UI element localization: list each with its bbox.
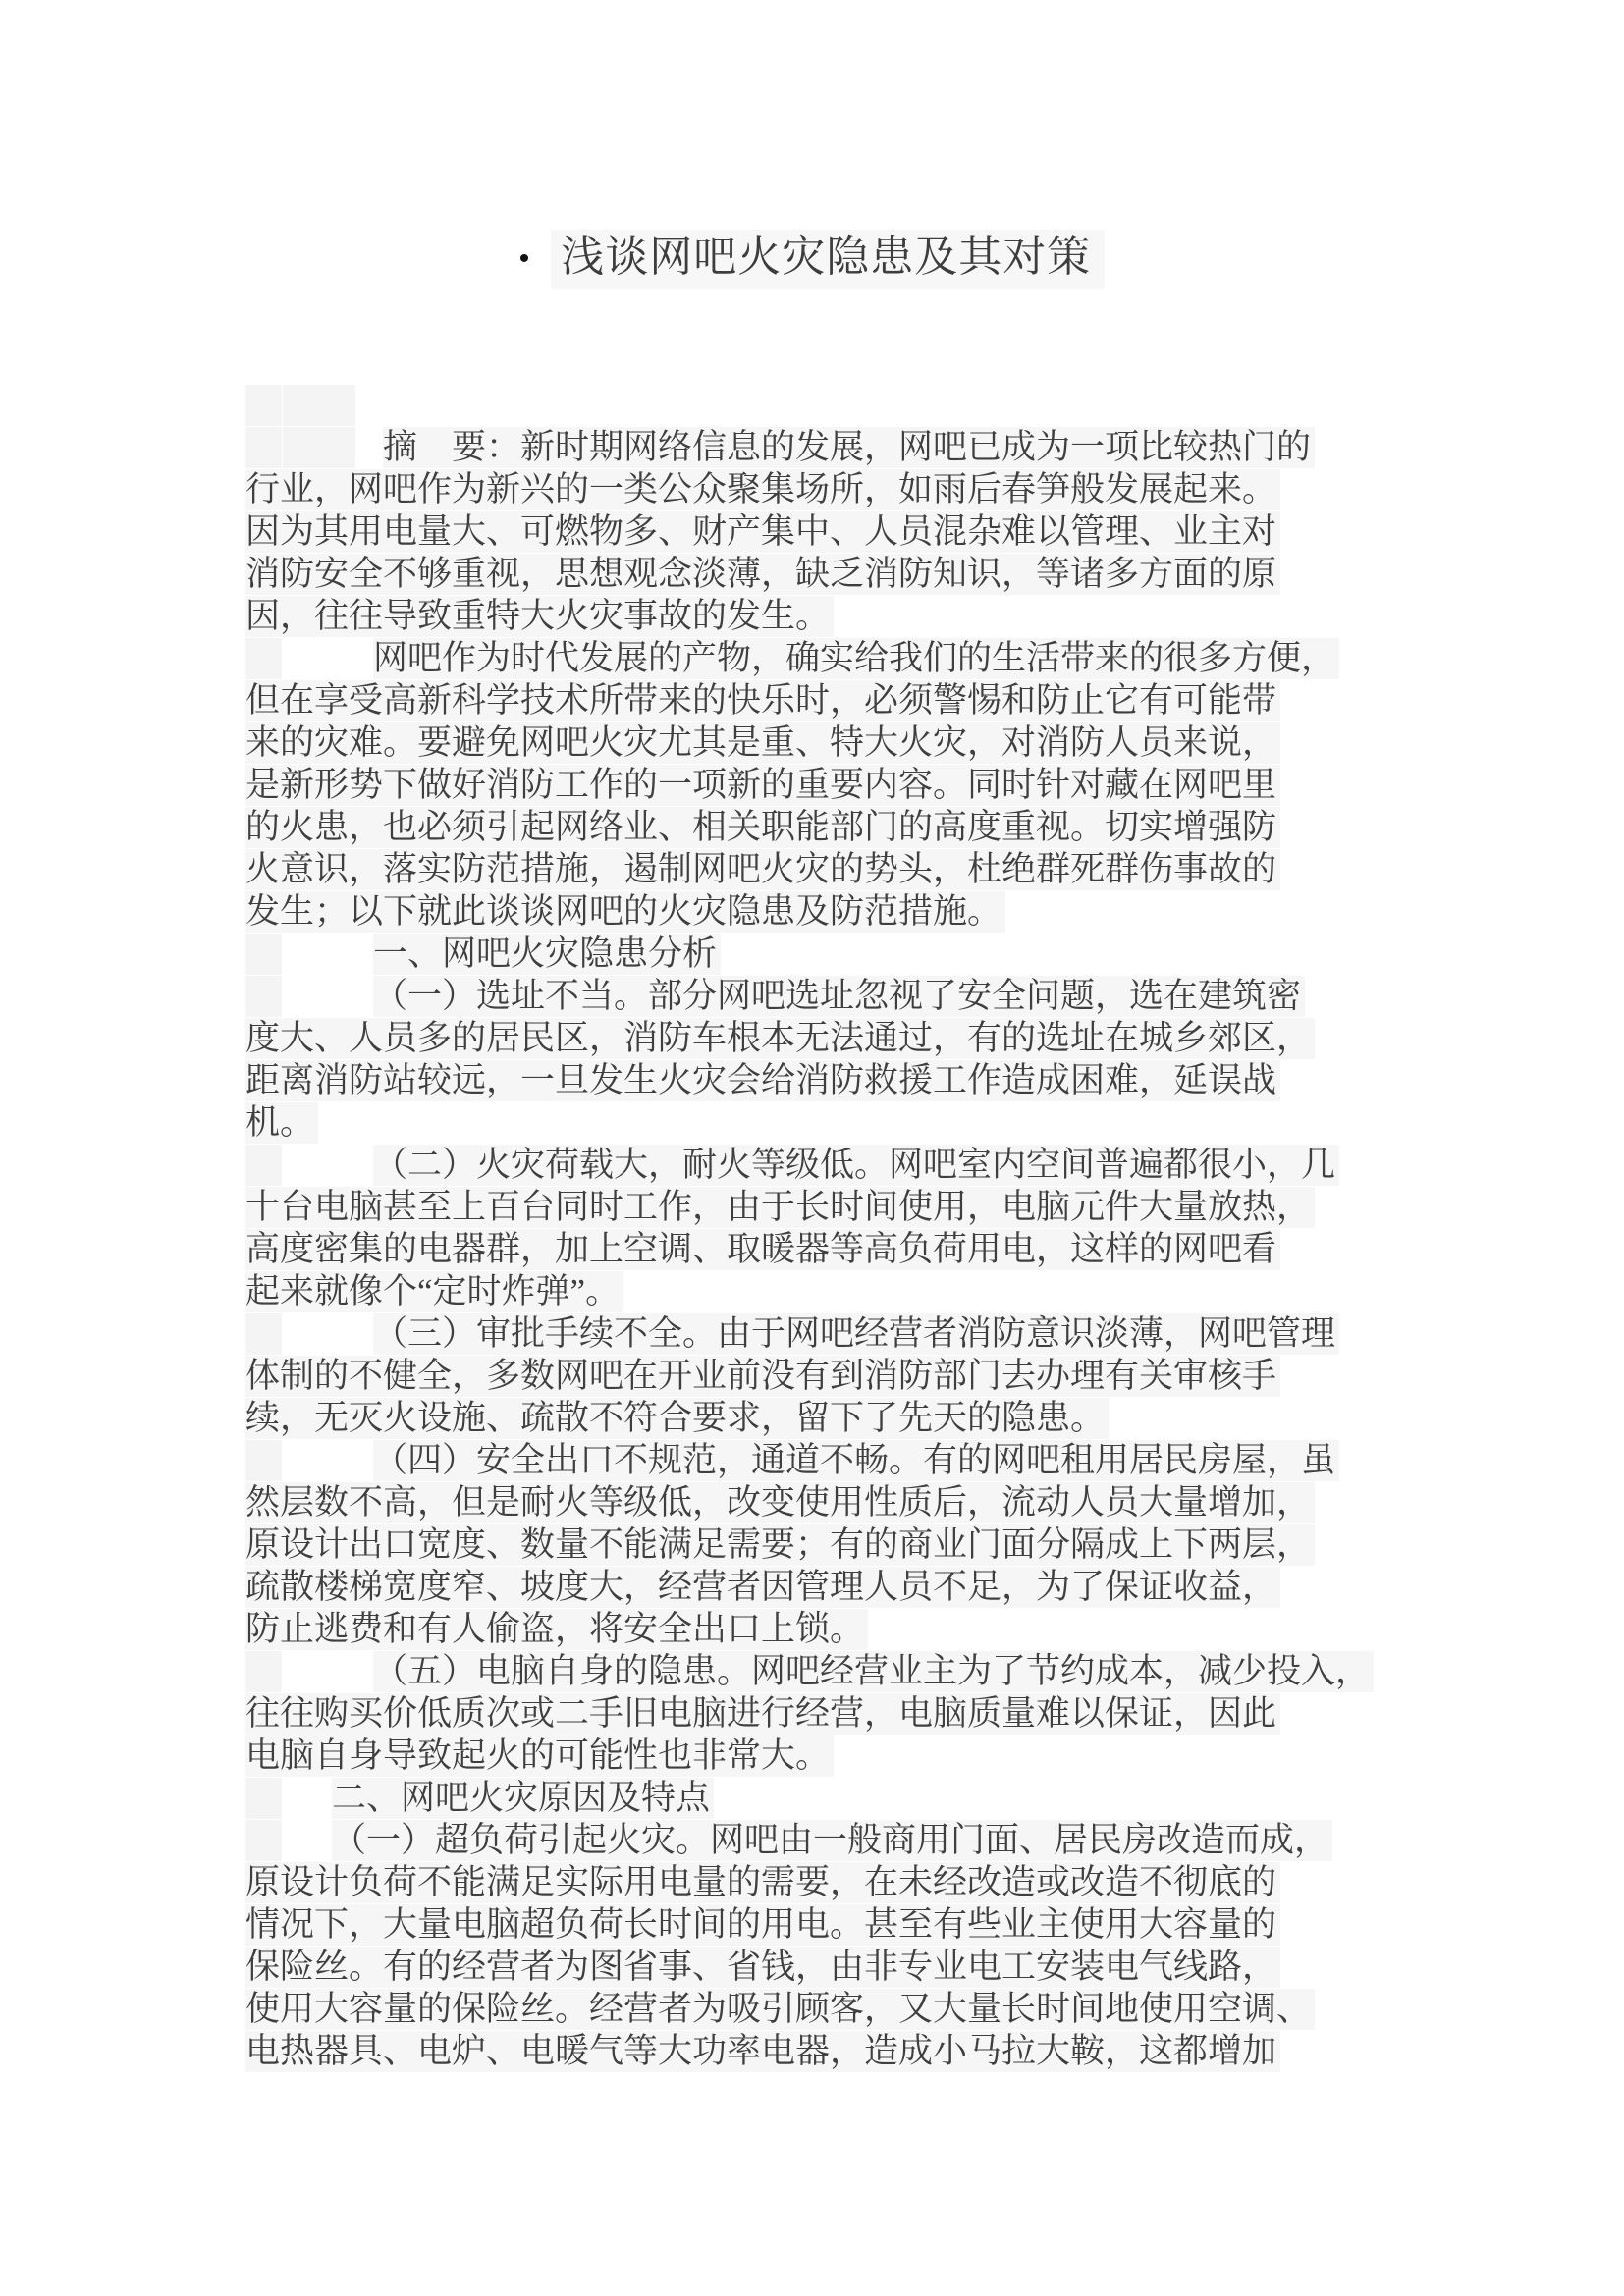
highlight-cell [245,1651,282,1692]
title-bullet-icon: • [518,242,530,275]
text-line [245,1778,1384,1820]
text-line [245,1356,1384,1398]
text-line [245,722,1384,765]
text-line [245,427,1384,469]
text-line [245,1524,1384,1567]
text-line [245,934,1384,976]
highlight-cell [245,1778,282,1819]
text-line-content: 是新形势下做好消防工作的一项新的重要内容。同时针对藏在网吧里 [245,765,1280,806]
text-line-content: 但在享受高新科学技术所带来的快乐时，必须警惕和防止它有可能带 [245,680,1280,721]
text-line-content: 十台电脑甚至上百台同时工作，由于长时间使用，电脑元件大量放热， [245,1187,1315,1228]
text-line [245,596,1384,638]
text-line-content: 网吧作为时代发展的产物，确实给我们的生活带来的很多方便， [373,638,1339,679]
text-line [245,1820,1384,1862]
highlight-cell [245,638,282,679]
text-line [245,1693,1384,1735]
text-line-content: （三）审批手续不全。由于网吧经营者消防意识淡薄，网吧管理 [373,1313,1339,1355]
highlight-cell [283,427,355,468]
page-title: 浅谈网吧火灾隐患及其对策 [551,230,1105,289]
text-line [245,1018,1384,1060]
highlight-cell [245,1820,282,1861]
text-line-content: （一）选址不当。部分网吧选址忽视了安全问题，选在建筑密 [373,976,1305,1017]
text-line [245,638,1384,680]
text-line-content: 火意识，落实防范措施，遏制网吧火灾的势头，杜绝群死群伤事故的 [245,849,1280,890]
text-line-content: 摘 要：新时期网络信息的发展，网吧已成为一项比较热门的 [383,427,1315,468]
text-line-content: 行业，网吧作为新兴的一类公众聚集场所，如雨后春笋般发展起来。 [245,469,1280,510]
title-row [0,230,1624,289]
highlight-cell [283,385,355,426]
text-line [245,849,1384,891]
text-line [245,1609,1384,1651]
text-line-content: 度大、人员多的居民区，消防车根本无法通过，有的选址在城乡郊区， [245,1018,1315,1059]
text-line [245,1904,1384,1947]
text-line [245,469,1384,511]
text-line [245,511,1384,554]
text-line [245,1482,1384,1524]
text-line [245,1060,1384,1102]
text-line-content: 机。 [245,1102,318,1144]
text-line [245,1651,1384,1693]
text-line [245,1398,1384,1440]
text-line-content: 然层数不高，但是耐火等级低，改变使用性质后，流动人员大量增加， [245,1482,1315,1523]
text-line-content: 二、网吧火灾原因及特点 [332,1778,714,1819]
text-line [245,2031,1384,2073]
text-line-content: 发生；以下就此谈谈网吧的火灾隐患及防范措施。 [245,891,1005,933]
text-line [245,1102,1384,1145]
text-line-content: （二）火灾荷载大，耐火等级低。网吧室内空间普遍都很小，几 [373,1145,1339,1186]
text-line-content: 往往购买价低质次或二手旧电脑进行经营，电脑质量难以保证，因此 [245,1693,1280,1735]
text-line [245,1989,1384,2031]
text-line-content: （四）安全出口不规范，通道不畅。有的网吧租用居民房屋，虽 [373,1440,1339,1481]
text-line-content: 情况下，大量电脑超负荷长时间的用电。甚至有些业主使用大容量的 [245,1904,1280,1946]
text-line [245,1271,1384,1313]
text-line-content: 来的灾难。要避免网吧火灾尤其是重、特大火灾，对消防人员来说， [245,722,1280,764]
text-line-content: 疏散楼梯宽度窄、坡度大，经营者因管理人员不足，为了保证收益， [245,1567,1280,1608]
text-line [245,976,1384,1018]
text-line-content: 使用大容量的保险丝。经营者为吸引顾客，又大量长时间地使用空调、 [245,1989,1315,2030]
document-body [245,385,1384,2073]
highlight-cell [245,385,282,426]
text-line [245,1735,1384,1778]
text-line-content: 电脑自身导致起火的可能性也非常大。 [245,1735,834,1777]
text-line-content: （一）超负荷引起火灾。网吧由一般商用门面、居民房改造而成， [332,1820,1332,1861]
text-line [245,891,1384,934]
text-line-content: 续，无灭火设施、疏散不符合要求，留下了先天的隐患。 [245,1398,1109,1439]
highlight-cell [245,934,282,975]
text-line-content: 防止逃费和有人偷盗，将安全出口上锁。 [245,1609,868,1650]
text-line-content: 起来就像个“定时炸弹”。 [245,1271,623,1312]
text-line [245,1187,1384,1229]
text-line [245,1567,1384,1609]
text-line-content: 一、网吧火灾隐患分析 [373,934,721,975]
text-line [245,1440,1384,1482]
text-line-content: 的火患，也必须引起网络业、相关职能部门的高度重视。切实增强防 [245,807,1280,848]
text-line [245,554,1384,596]
text-line-content: 因，往往导致重特大火灾事故的发生。 [245,596,834,637]
highlight-cell [245,1313,282,1355]
text-line-content: 高度密集的电器群，加上空调、取暖器等高负荷用电，这样的网吧看 [245,1229,1280,1270]
text-line [245,765,1384,807]
highlight-cells-row [245,385,1384,427]
text-line-content: 原设计负荷不能满足实际用电量的需要，在未经改造或改造不彻底的 [245,1862,1280,1903]
text-line [245,1862,1384,1904]
text-line-content: （五）电脑自身的隐患。网吧经营业主为了节约成本，减少投入， [373,1651,1374,1692]
highlight-cell [245,976,282,1017]
text-line-content: 距离消防站较远，一旦发生火灾会给消防救援工作造成困难，延误战 [245,1060,1280,1101]
text-line [245,1145,1384,1187]
highlight-cell [245,1440,282,1481]
text-line-content: 保险丝。有的经营者为图省事、省钱，由非专业电工安装电气线路， [245,1947,1280,1988]
text-line-content: 消防安全不够重视，思想观念淡薄，缺乏消防知识，等诸多方面的原 [245,554,1280,595]
text-line-content: 体制的不健全，多数网吧在开业前没有到消防部门去办理有关审核手 [245,1356,1280,1397]
highlight-cell [245,427,282,468]
text-line [245,680,1384,722]
text-line [245,1229,1384,1271]
text-line [245,1947,1384,1989]
text-line-content: 因为其用电量大、可燃物多、财产集中、人员混杂难以管理、业主对 [245,511,1280,553]
highlight-cell [245,1145,282,1186]
text-line [245,1313,1384,1356]
text-line-content: 电热器具、电炉、电暖气等大功率电器，造成小马拉大鞍，这都增加 [245,2031,1280,2072]
text-line-content: 原设计出口宽度、数量不能满足需要；有的商业门面分隔成上下两层， [245,1524,1315,1566]
text-line [245,807,1384,849]
